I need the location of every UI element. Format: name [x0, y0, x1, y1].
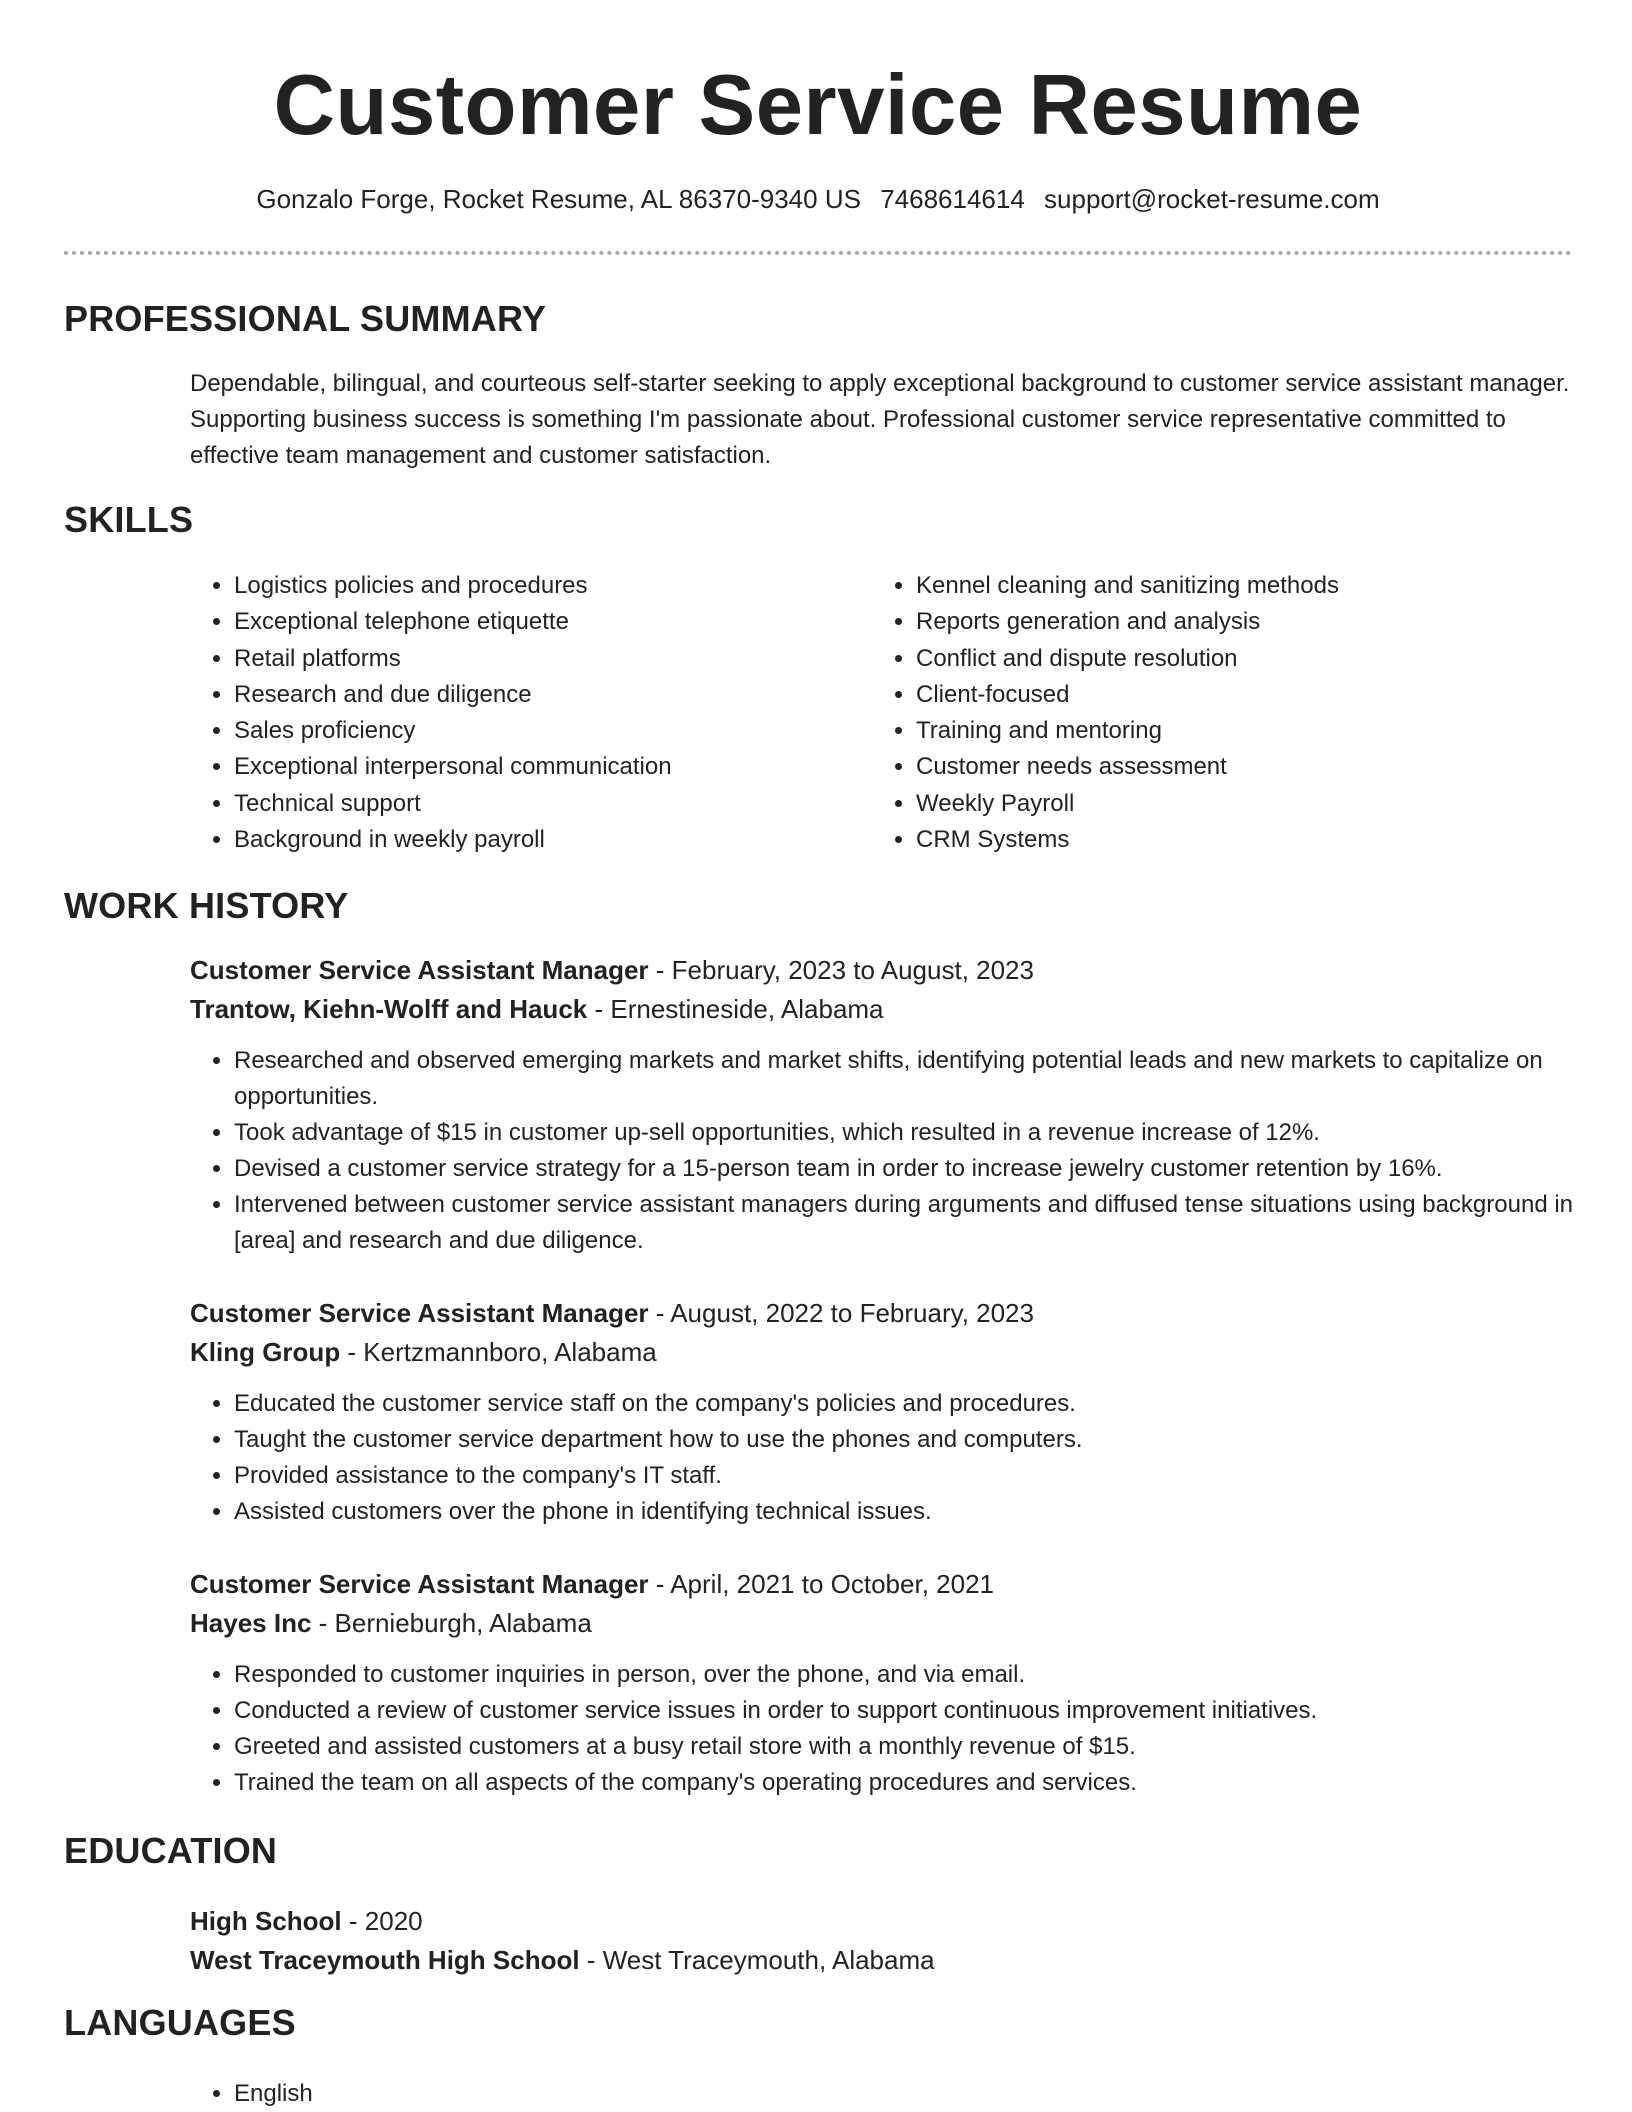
job-company: Trantow, Kiehn-Wolff and Hauck	[190, 994, 588, 1024]
job-location: - Kertzmannboro, Alabama	[340, 1337, 657, 1367]
job-duty: • Greeted and assisted customers at a busy retail store with a monthly revenue of $15.	[234, 1729, 1590, 1765]
section-title-work-history: WORK HISTORY	[64, 885, 349, 926]
education-school-line	[190, 1941, 1590, 1980]
section-title-skills: SKILLS	[64, 499, 194, 540]
job-title-line	[190, 1565, 1590, 1604]
job-duty: • Provided assistance to the company's IT staff.	[234, 1458, 1590, 1494]
job-duty: • Taught the customer service department how to use the phones and computers.	[234, 1422, 1590, 1458]
skill-item: • Training and mentoring	[916, 713, 1516, 749]
skills-list	[190, 568, 1570, 858]
section-title-education: EDUCATION	[64, 1830, 278, 1871]
header-divider	[64, 251, 1572, 255]
job-duties	[190, 1043, 1590, 1259]
section-title-summary: PROFESSIONAL SUMMARY	[64, 298, 547, 339]
job-title: Customer Service Assistant Manager	[190, 1298, 649, 1328]
skill-item: • Kennel cleaning and sanitizing methods	[916, 568, 1516, 604]
resume-title: Customer Service Resume	[273, 58, 1363, 153]
language-item: • English	[234, 2076, 1590, 2112]
languages-items	[190, 2076, 1590, 2112]
contact-phone: 7468614614	[880, 184, 1025, 214]
education-entry	[190, 1902, 1590, 1980]
job-entry	[190, 1294, 1590, 1530]
skill-item: • Exceptional interpersonal communication	[234, 749, 872, 785]
skill-item: • Sales proficiency	[234, 713, 872, 749]
skill-item: • Logistics policies and procedures	[234, 568, 872, 604]
contact-line	[64, 182, 1572, 216]
job-company-line	[190, 1604, 1590, 1643]
skills-column-left	[190, 568, 872, 858]
job-company: Kling Group	[190, 1337, 341, 1367]
job-duty: • Took advantage of $15 in customer up-sell opportunities, which resulted in a revenue increase of 12%.	[234, 1115, 1590, 1151]
job-duty: • Researched and observed emerging markets and market shifts, identifying potential leads and new markets to capitalize on opportunities.	[234, 1043, 1590, 1115]
job-company-line	[190, 1333, 1590, 1372]
contact-email: support@rocket-resume.com	[1044, 184, 1380, 214]
contact-address: Gonzalo Forge, Rocket Resume, AL 86370-9340 US	[256, 184, 861, 214]
education-year: - 2020	[341, 1906, 423, 1936]
job-dates: - August, 2022 to February, 2023	[648, 1298, 1034, 1328]
education-degree-line	[190, 1902, 1590, 1941]
job-entry	[190, 951, 1590, 1259]
job-company-line	[190, 990, 1590, 1029]
skill-item: • Background in weekly payroll	[234, 822, 872, 858]
job-location: - Ernestineside, Alabama	[587, 994, 884, 1024]
education-school: West Traceymouth High School	[190, 1945, 580, 1975]
job-duty: • Conducted a review of customer service issues in order to support continuous improvement initiatives.	[234, 1693, 1590, 1729]
section-title-languages: LANGUAGES	[64, 2002, 296, 2043]
skill-item: • Weekly Payroll	[916, 786, 1516, 822]
skill-item: • Technical support	[234, 786, 872, 822]
job-duties	[190, 1657, 1590, 1801]
skill-item: • CRM Systems	[916, 822, 1516, 858]
job-title: Customer Service Assistant Manager	[190, 1569, 649, 1599]
education-degree: High School	[190, 1906, 342, 1936]
skill-item: • Exceptional telephone etiquette	[234, 604, 872, 640]
job-dates: - April, 2021 to October, 2021	[648, 1569, 994, 1599]
languages-list	[190, 2076, 1590, 2112]
job-duty: • Assisted customers over the phone in identifying technical issues.	[234, 1494, 1590, 1530]
skill-item: • Research and due diligence	[234, 677, 872, 713]
skill-item: • Reports generation and analysis	[916, 604, 1516, 640]
job-dates: - February, 2023 to August, 2023	[648, 955, 1034, 985]
job-duty: • Devised a customer service strategy for a 15-person team in order to increase jewelry customer retention by 16%.	[234, 1151, 1590, 1187]
job-location: - Bernieburgh, Alabama	[311, 1608, 592, 1638]
job-company: Hayes Inc	[190, 1608, 312, 1638]
job-duties	[190, 1386, 1590, 1530]
job-title-line	[190, 951, 1590, 990]
job-duty: • Intervened between customer service assistant managers during arguments and diffused tense situations using background in [area] and research and due diligence.	[234, 1187, 1590, 1259]
education-location: - West Traceymouth, Alabama	[579, 1945, 935, 1975]
job-title: Customer Service Assistant Manager	[190, 955, 649, 985]
job-entry	[190, 1565, 1590, 1801]
skill-item: • Customer needs assessment	[916, 749, 1516, 785]
job-title-line	[190, 1294, 1590, 1333]
job-duty: • Educated the customer service staff on the company's policies and procedures.	[234, 1386, 1590, 1422]
skill-item: • Conflict and dispute resolution	[916, 641, 1516, 677]
job-duty: • Trained the team on all aspects of the company's operating procedures and services.	[234, 1765, 1590, 1801]
skill-item: • Client-focused	[916, 677, 1516, 713]
summary-text: Dependable, bilingual, and courteous self-starter seeking to apply exceptional background to customer service assistant manager. Supporting business success is something I'm passionate about. Professional customer service representative committed to effective team management and customer satisfaction.	[190, 370, 1570, 469]
skill-item: • Retail platforms	[234, 641, 872, 677]
skills-column-right	[872, 568, 1516, 858]
job-duty: • Responded to customer inquiries in person, over the phone, and via email.	[234, 1657, 1590, 1693]
